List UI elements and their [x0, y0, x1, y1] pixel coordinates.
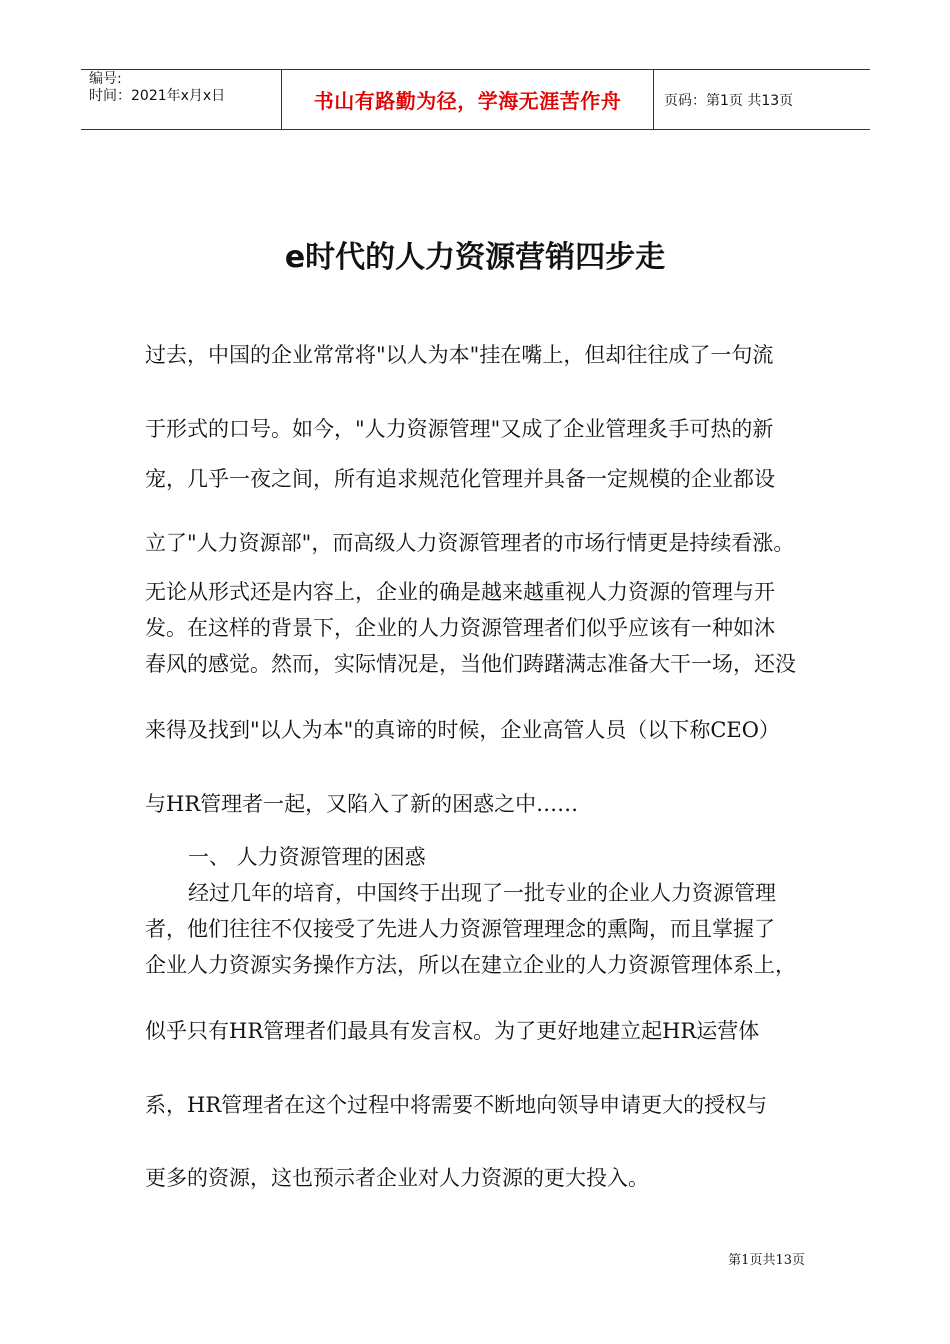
paragraph-line: 似乎只有HR管理者们最具有发言权。为了更好地建立起HR运营体	[145, 1019, 760, 1043]
paragraph-line: 无论从形式还是内容上，企业的确是越来越重视人力资源的管理与开	[145, 580, 775, 604]
paragraph-line: 过去，中国的企业常常将"以人为本"挂在嘴上，但却往往成了一句流	[145, 343, 774, 367]
paragraph-line: 更多的资源，这也预示者企业对人力资源的更大投入。	[145, 1166, 649, 1190]
document-title: e时代的人力资源营销四步走	[284, 240, 666, 275]
time-label: 时间：2021年x月x日	[89, 88, 226, 104]
document-header	[81, 69, 870, 130]
header-motto: 书山有路勤为径，学海无涯苦作舟	[313, 89, 622, 113]
paragraph-line: 发。在这样的背景下，企业的人力资源管理者们似乎应该有一种如沐	[145, 616, 775, 640]
paragraph-line: 于形式的口号。如今，"人力资源管理"又成了企业管理炙手可热的新	[145, 417, 774, 441]
paragraph-line: 经过几年的培育，中国终于出现了一批专业的企业人力资源管理	[188, 881, 776, 905]
paragraph-line: 来得及找到"以人为本"的真谛的时候，企业高管人员（以下称CEO）	[145, 718, 780, 742]
paragraph-line: 系，HR管理者在这个过程中将需要不断地向领导申请更大的授权与	[145, 1093, 768, 1117]
section-heading: 一、 人力资源管理的困惑	[188, 845, 426, 869]
paragraph-line: 企业人力资源实务操作方法，所以在建立企业的人力资源管理体系上，	[145, 953, 796, 977]
number-label: 编号:	[89, 71, 122, 87]
page-footer: 第1页共13页	[728, 1253, 805, 1268]
paragraph-line: 者，他们往往不仅接受了先进人力资源管理理念的熏陶，而且掌握了	[145, 917, 775, 941]
header-meta	[81, 70, 281, 129]
paragraph-line: 立了"人力资源部"，而高级人力资源管理者的市场行情更是持续看涨。	[145, 531, 795, 555]
paragraph-line: 宠，几乎一夜之间，所有追求规范化管理并具备一定规模的企业都设	[145, 467, 775, 491]
header-page-code: 页码：第1页 共13页	[664, 92, 794, 109]
paragraph-line: 与HR管理者一起，又陷入了新的困惑之中……	[145, 792, 579, 816]
header-motto-cell	[281, 70, 654, 129]
paragraph-line: 春风的感觉。然而，实际情况是，当他们踌躇满志准备大干一场，还没	[145, 652, 796, 676]
